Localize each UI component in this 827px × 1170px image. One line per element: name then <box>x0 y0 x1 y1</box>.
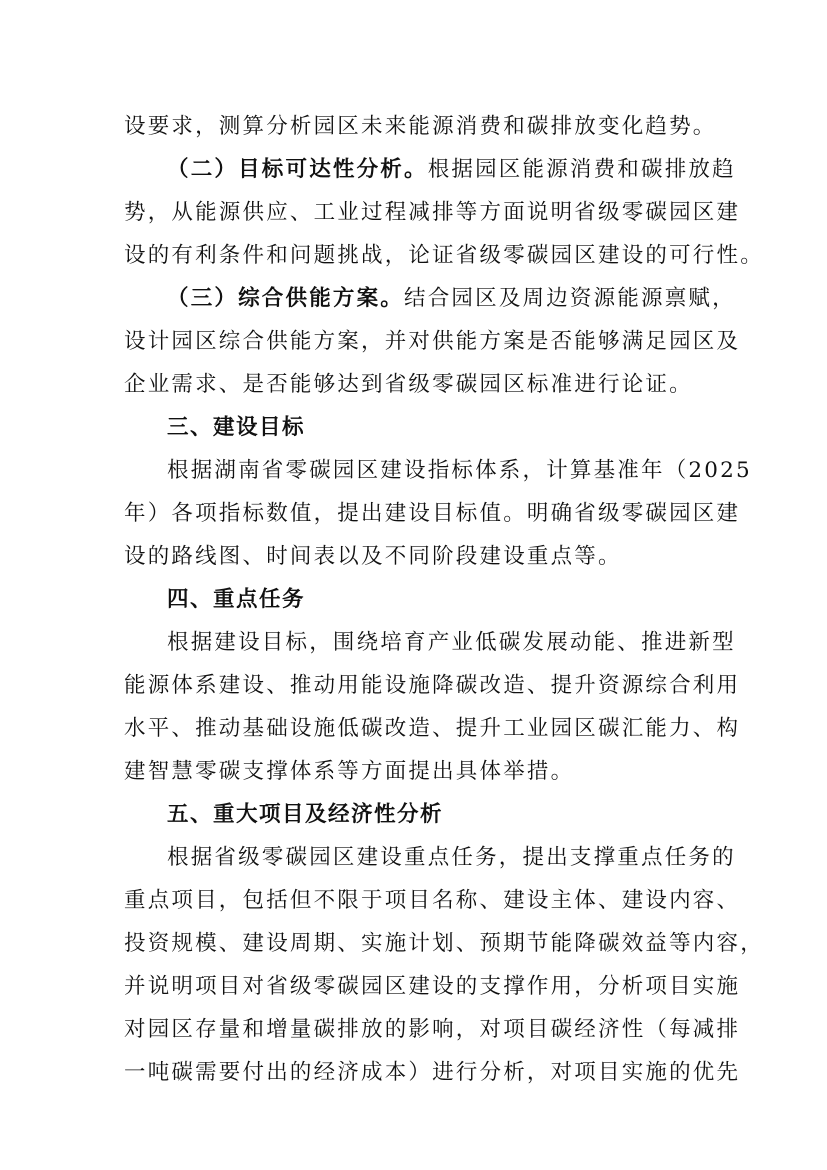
paragraph-line: 年）各项指标数值，提出建设目标值。明确省级零碳园区建 <box>124 501 741 526</box>
subsection-lead: （二）目标可达性分析。 <box>167 157 428 182</box>
paragraph-line: 设的有利条件和问题挑战，论证省级零碳园区建设的可行性。 <box>124 243 764 268</box>
section-heading-projects: 五、重大项目及经济性分析 <box>167 802 444 827</box>
paragraph-line: 根据湖南省零碳园区建设指标体系，计算基准年（2025 <box>167 458 752 483</box>
paragraph-line: 企业需求、是否能够达到省级零碳园区标准进行论证。 <box>124 372 693 397</box>
paragraph-line: 根据建设目标，围绕培育产业低碳发展动能、推进新型 <box>167 630 736 655</box>
paragraph-line: 势，从能源供应、工业过程减排等方面说明省级零碳园区建 <box>124 200 741 225</box>
paragraph-line: 设的路线图、时间表以及不同阶段建设重点等。 <box>124 544 622 569</box>
paragraph-text: 根据园区能源消费和碳排放趋 <box>427 157 736 182</box>
section-heading-goals: 三、建设目标 <box>167 415 306 440</box>
paragraph-line: 能源体系建设、推动用能设施降碳改造、提升资源综合利用 <box>124 673 741 698</box>
paragraph-line: 设要求，测算分析园区未来能源消费和碳排放变化趋势。 <box>124 114 717 139</box>
paragraph-line: 水平、推动基础设施低碳改造、提升工业园区碳汇能力、构 <box>124 716 741 741</box>
paragraph-line: 投资规模、建设周期、实施计划、预期节能降碳效益等内容， <box>124 931 764 956</box>
paragraph-text: 结合园区及周边资源能源禀赋， <box>404 286 736 311</box>
paragraph-line: 重点项目，包括但不限于项目名称、建设主体、建设内容、 <box>124 888 741 913</box>
section-heading-tasks: 四、重点任务 <box>167 587 306 612</box>
paragraph-line: 并说明项目对省级零碳园区建设的支撑作用，分析项目实施 <box>124 974 741 999</box>
paragraph-line <box>124 148 736 191</box>
paragraph-line <box>124 277 736 320</box>
subsection-lead: （三）综合供能方案。 <box>167 286 405 311</box>
paragraph-line: 一吨碳需要付出的经济成本）进行分析，对项目实施的优先 <box>124 1060 741 1085</box>
document-page <box>124 105 764 1094</box>
paragraph-line: 对园区存量和增量碳排放的影响，对项目碳经济性（每减排 <box>124 1017 741 1042</box>
paragraph-line: 设计园区综合供能方案，并对供能方案是否能够满足园区及 <box>124 329 741 354</box>
paragraph-line: 建智慧零碳支撑体系等方面提出具体举措。 <box>124 759 575 784</box>
paragraph-line: 根据省级零碳园区建设重点任务，提出支撑重点任务的 <box>167 845 736 870</box>
